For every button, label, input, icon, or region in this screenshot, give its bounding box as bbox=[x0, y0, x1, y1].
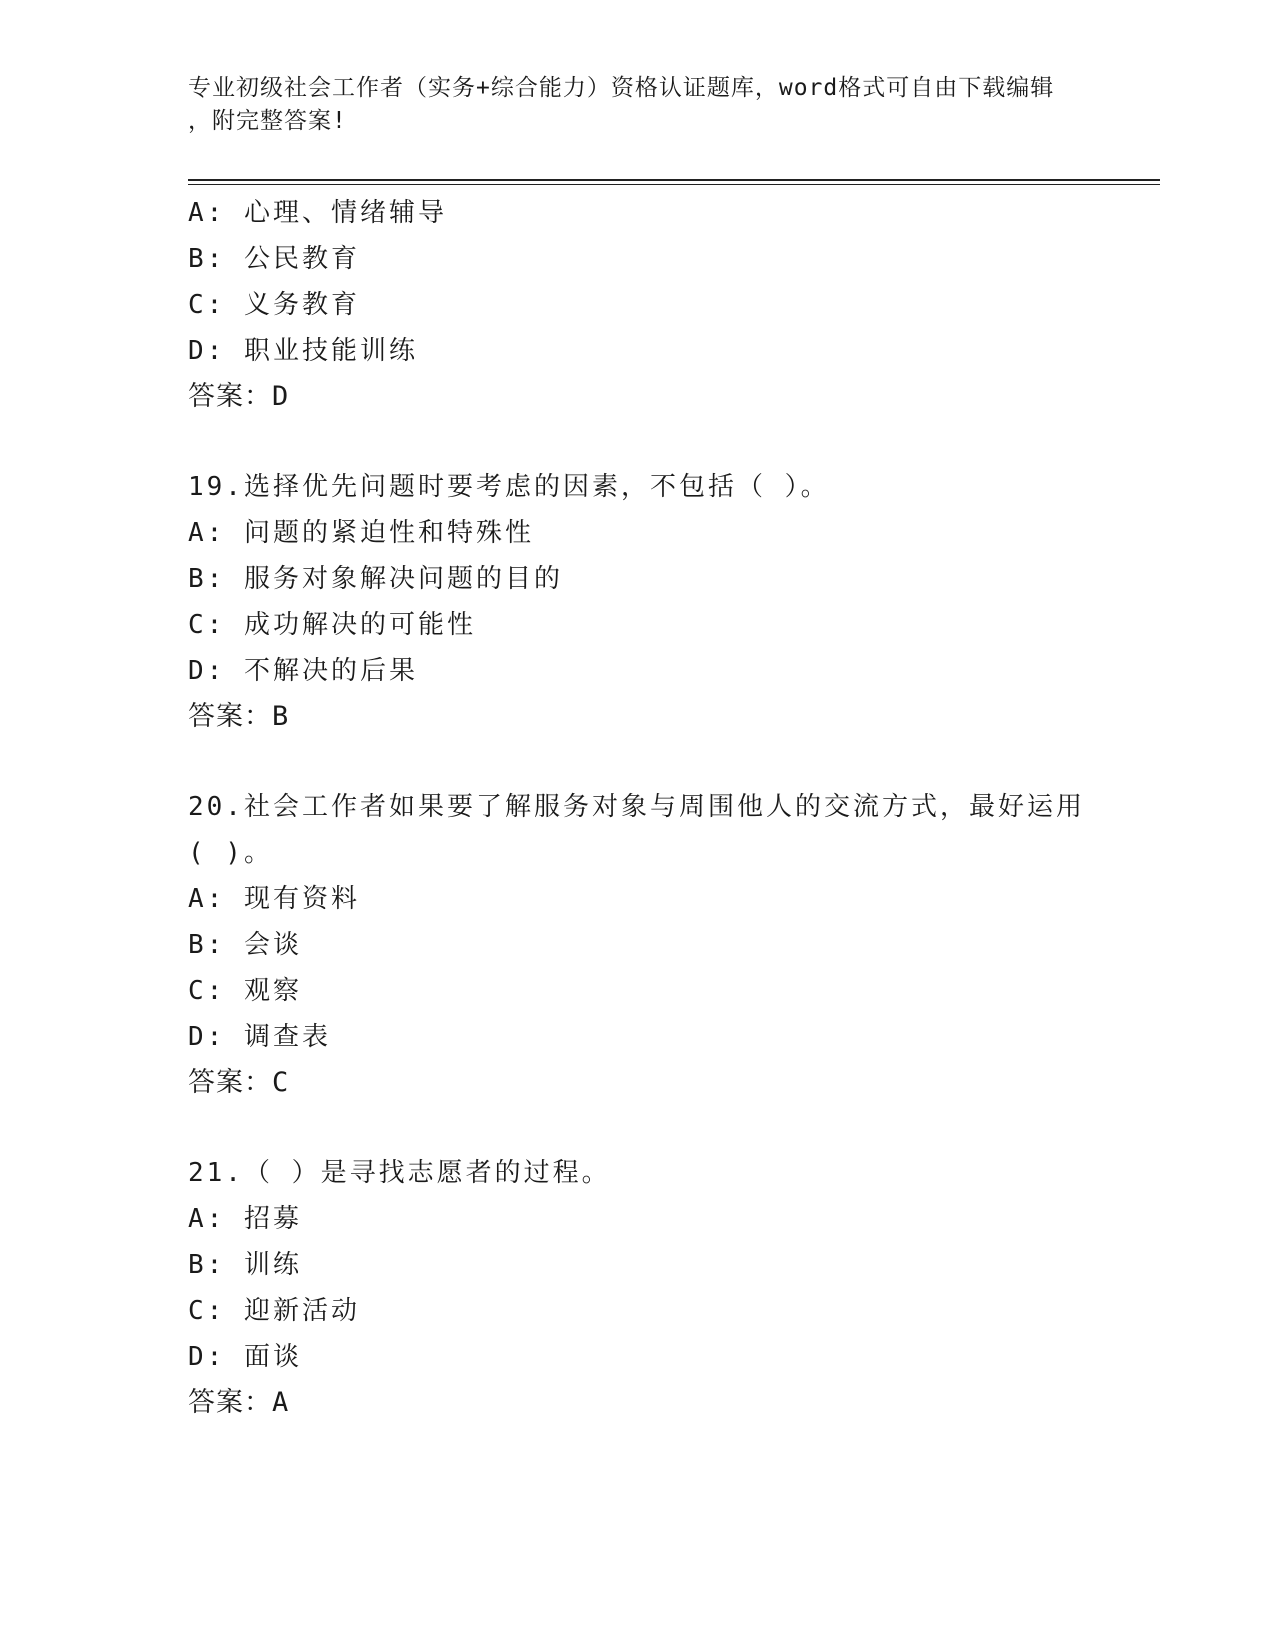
option-c: C: 义务教育 bbox=[188, 290, 360, 320]
option-b: B: 服务对象解决问题的目的 bbox=[188, 564, 563, 594]
option-a: A: 现有资料 bbox=[188, 884, 360, 914]
option-d: D: 调查表 bbox=[188, 1022, 331, 1052]
option-a: A: 问题的紧迫性和特殊性 bbox=[188, 518, 534, 548]
question-20 bbox=[188, 784, 1148, 1106]
header-title-line1: 专业初级社会工作者（实务+综合能力）资格认证题库，word格式可自由下载编辑 bbox=[188, 75, 1055, 101]
option-d: D: 面谈 bbox=[188, 1342, 302, 1372]
answer: 答案：B bbox=[188, 701, 290, 732]
header-divider-thin bbox=[188, 184, 1160, 185]
answer: 答案：C bbox=[188, 1067, 290, 1098]
document-header bbox=[188, 72, 1088, 138]
header-divider-thick bbox=[188, 179, 1160, 181]
option-c: C: 迎新活动 bbox=[188, 1296, 360, 1326]
question-list bbox=[188, 190, 1148, 1426]
option-b: B: 公民教育 bbox=[188, 244, 360, 274]
option-c: C: 成功解决的可能性 bbox=[188, 610, 476, 640]
option-d: D: 职业技能训练 bbox=[188, 336, 418, 366]
answer: 答案：D bbox=[188, 381, 290, 412]
question-text: 19.选择优先问题时要考虑的因素，不包括（ ）。 bbox=[188, 472, 830, 502]
question-text-line2: ( )。 bbox=[188, 838, 273, 868]
question-19 bbox=[188, 464, 1148, 740]
question-text: 21.（ ）是寻找志愿者的过程。 bbox=[188, 1158, 611, 1188]
header-title-line2: ，附完整答案! bbox=[188, 108, 347, 134]
answer: 答案：A bbox=[188, 1387, 290, 1418]
option-b: B: 训练 bbox=[188, 1250, 302, 1280]
option-a: A: 心理、情绪辅导 bbox=[188, 198, 447, 228]
question-text-line1: 20.社会工作者如果要了解服务对象与周围他人的交流方式，最好运用 bbox=[188, 792, 1085, 822]
option-a: A: 招募 bbox=[188, 1204, 302, 1234]
question-21 bbox=[188, 1150, 1148, 1426]
question-18 bbox=[188, 190, 1148, 420]
option-d: D: 不解决的后果 bbox=[188, 656, 418, 686]
option-b: B: 会谈 bbox=[188, 930, 302, 960]
option-c: C: 观察 bbox=[188, 976, 302, 1006]
